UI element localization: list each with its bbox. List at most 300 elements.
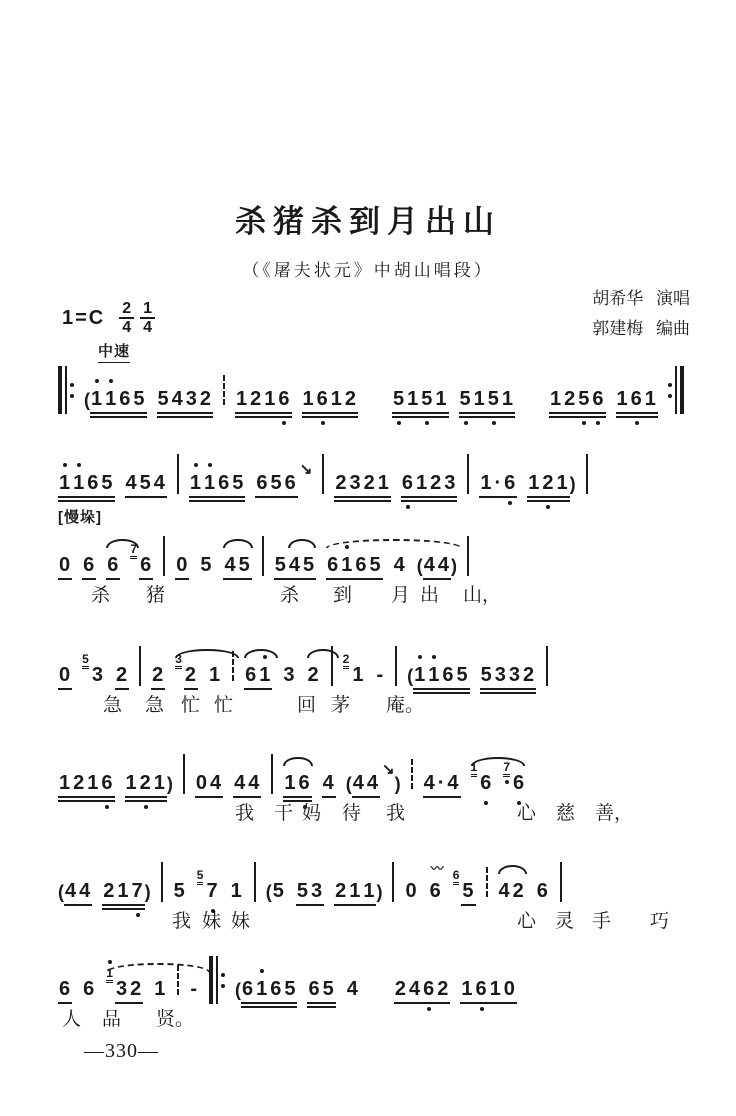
digit: 6 <box>83 978 96 1000</box>
barline <box>546 646 548 686</box>
note-digits <box>429 880 443 906</box>
trill-icon: 〰 <box>430 861 444 876</box>
note-digits <box>82 554 96 580</box>
note-group <box>235 978 298 1004</box>
time-signature-1 <box>119 300 134 336</box>
digit: 5 <box>296 880 309 902</box>
digit: 4 <box>447 772 460 794</box>
note-group <box>498 880 526 906</box>
digit: 5 <box>322 978 335 1000</box>
digit: 1 <box>154 978 167 1000</box>
note-digits <box>125 472 167 498</box>
digit: 6 <box>59 978 72 1000</box>
note-digits <box>195 772 223 798</box>
digit: 6 <box>87 472 100 494</box>
digit: 5 <box>487 388 501 410</box>
dashed-barline <box>177 965 179 995</box>
digit: 5 <box>480 664 493 686</box>
barline <box>183 754 185 794</box>
lyric-syllable: 手 <box>592 911 612 932</box>
barline <box>262 536 264 576</box>
digit: 2 <box>430 472 443 494</box>
note-digits <box>307 978 335 1004</box>
lyric-syllable: 急 <box>145 695 165 716</box>
digit: 5 <box>238 554 251 576</box>
note-digits <box>536 880 550 906</box>
second-underline <box>58 500 115 502</box>
section-label: [慢垛] <box>58 509 102 526</box>
digit: 4 <box>153 472 166 494</box>
digit: 6 <box>503 472 517 494</box>
digit: 4 <box>125 472 138 494</box>
song-subtitle: （《屠夫状元》中胡山唱段） <box>242 261 494 280</box>
digit: 0 <box>176 554 189 576</box>
note-digits <box>479 472 517 498</box>
note-row <box>58 956 694 1004</box>
note-digits <box>375 664 385 690</box>
note-group <box>58 554 72 580</box>
digit: · <box>494 472 503 494</box>
digit: 5 <box>270 472 283 494</box>
close-paren: ) <box>394 774 401 794</box>
digit: 1 <box>377 472 390 494</box>
digit: 1 <box>528 472 541 494</box>
second-underline <box>549 416 606 418</box>
digit: 5 <box>139 472 152 494</box>
digit: 4 <box>366 772 379 794</box>
digit: 4 <box>408 978 422 1000</box>
note-digits <box>90 388 147 414</box>
digit: 1 <box>255 978 269 1000</box>
note-digits <box>125 772 167 798</box>
note-group <box>480 664 537 690</box>
repeat-dot <box>221 984 225 988</box>
digit: 4 <box>352 772 365 794</box>
repeat-start-sign <box>58 366 74 414</box>
repeat-dot <box>221 973 225 977</box>
digit: 1 <box>104 388 118 410</box>
lyric-syllable: 妹 <box>202 911 222 932</box>
score-line-3 <box>58 509 694 632</box>
grace-note: 7 <box>503 761 510 777</box>
digit: 4 <box>171 388 184 410</box>
note-group <box>233 772 261 798</box>
note-digits <box>274 554 316 580</box>
digit: 1 <box>258 664 272 686</box>
performer-role: 演唱 <box>656 289 690 308</box>
digit: 5 <box>173 880 186 902</box>
digit: 6 <box>442 664 455 686</box>
note-digits <box>498 880 526 906</box>
digit: 1 <box>58 472 72 494</box>
digit: 1 <box>203 472 217 494</box>
digit: 1 <box>415 472 429 494</box>
note-digits <box>282 664 296 690</box>
digit: - <box>376 664 385 686</box>
second-underline <box>90 416 147 418</box>
note-digits <box>58 664 72 690</box>
digit: 1 <box>230 880 243 902</box>
note-digits <box>115 978 143 1004</box>
digit: 2 <box>130 978 143 1000</box>
note-digits <box>208 664 222 690</box>
note-digits <box>230 880 244 906</box>
digit: 4 <box>65 880 78 902</box>
note-group <box>536 880 550 906</box>
note-group <box>470 760 494 798</box>
octave-dot <box>418 655 422 659</box>
note-row <box>58 642 694 690</box>
lyric-syllable: 杀 <box>91 585 111 606</box>
digit: 6 <box>630 388 644 410</box>
digit: 6 <box>107 554 120 576</box>
lyric-syllable: 巧 <box>650 911 670 932</box>
lyric-syllable: 心 <box>517 803 537 824</box>
note-digits <box>352 772 380 798</box>
digit: 6 <box>422 978 436 1000</box>
digit: 0 <box>59 554 72 576</box>
slur-arc <box>307 649 339 658</box>
octave-dot <box>397 421 401 425</box>
digit: 5 <box>274 554 287 576</box>
second-underline <box>189 500 246 502</box>
octave-dot <box>208 463 212 467</box>
open-paren: ( <box>84 390 90 410</box>
note-group <box>106 966 143 1004</box>
digit: 1 <box>489 978 502 1000</box>
note-digits <box>480 664 537 690</box>
note-group <box>189 472 246 498</box>
note-group <box>157 388 214 414</box>
barline <box>163 536 165 576</box>
time-signature-2-denominator: 4 <box>143 319 153 336</box>
octave-dot <box>108 960 112 964</box>
note-digits <box>82 978 96 1004</box>
note-digits <box>401 472 458 498</box>
octave-dot <box>582 421 586 425</box>
lyric-syllable: 待 <box>342 803 362 824</box>
note-group <box>302 388 359 414</box>
note-digits <box>235 388 292 414</box>
glissando-icon: ↘ <box>382 761 395 778</box>
note-group <box>58 472 115 498</box>
note-group <box>82 554 96 580</box>
note-group <box>345 761 401 798</box>
note-group <box>401 472 458 498</box>
digit: 1 <box>550 388 563 410</box>
repeat-dots <box>221 973 225 988</box>
note-digits <box>102 880 144 906</box>
digit: 1 <box>302 388 315 410</box>
digit: 3 <box>310 880 324 902</box>
time-signature-1-denominator: 4 <box>122 319 132 336</box>
repeat-thin-bar <box>675 366 677 414</box>
note-group <box>255 461 313 498</box>
glissando-icon: ↘ <box>299 461 313 478</box>
digit: 6 <box>591 388 605 410</box>
note-group <box>230 880 244 906</box>
digit: 2 <box>394 978 407 1000</box>
digit: 3 <box>494 664 507 686</box>
note-digits <box>283 772 311 798</box>
digit: 1 <box>349 880 362 902</box>
note-digits <box>479 772 493 798</box>
digit: 4 <box>288 554 301 576</box>
digit: 2 <box>564 388 577 410</box>
digit: 5 <box>200 554 213 576</box>
lyric-syllable: 猪 <box>146 585 166 606</box>
digit: 2 <box>73 772 86 794</box>
digit: 1 <box>264 388 277 410</box>
note-digits <box>151 664 165 690</box>
digit: 2 <box>335 880 348 902</box>
grace-note: 1 <box>106 967 113 983</box>
note-digits <box>307 664 321 690</box>
note-group <box>423 772 461 798</box>
digit: 2 <box>139 772 153 794</box>
note-digits <box>272 880 286 906</box>
lyric-row <box>58 906 694 932</box>
barline <box>161 862 163 902</box>
close-paren: ) <box>376 882 383 902</box>
digit: 1 <box>72 472 86 494</box>
digit: 1 <box>125 772 138 794</box>
digit: 3 <box>115 978 129 1000</box>
digit: 1 <box>480 472 493 494</box>
digit: 3 <box>508 664 521 686</box>
digit: 2 <box>199 388 212 410</box>
score-line-6 <box>58 858 694 958</box>
note-group <box>616 388 658 414</box>
time-signature-2-numerator: 1 <box>140 300 155 319</box>
open-paren: ( <box>234 980 241 1000</box>
digit: 1 <box>117 880 130 902</box>
note-digits <box>233 772 261 798</box>
lyric-syllable: 心 <box>517 911 537 932</box>
lyric-syllable: 忙 <box>181 695 201 716</box>
digit: 6 <box>100 772 114 794</box>
digit: 3 <box>185 388 198 410</box>
note-group <box>326 554 383 580</box>
digit: 1 <box>189 472 203 494</box>
repeat-thick-bar <box>209 956 213 1004</box>
note-digits <box>189 472 246 498</box>
dashed-barline <box>411 759 413 789</box>
barline <box>271 754 273 794</box>
digit: 4 <box>393 554 406 576</box>
digit: 6 <box>401 472 415 494</box>
repeat-thin-bar <box>65 366 67 414</box>
note-group <box>307 664 321 690</box>
repeat-thin-bar <box>216 956 218 1004</box>
note-digits <box>423 554 451 580</box>
note-digits <box>512 772 526 798</box>
note-digits <box>334 472 391 498</box>
note-digits <box>423 772 461 798</box>
lyric-syllable: 忙 <box>214 695 234 716</box>
digit: · <box>437 772 446 794</box>
time-signature-2 <box>140 300 155 336</box>
octave-dot <box>109 379 113 383</box>
note-row <box>58 366 694 414</box>
second-underline <box>459 416 516 418</box>
digit: 0 <box>59 664 72 686</box>
note-group <box>125 772 173 798</box>
digit: 6 <box>298 772 312 794</box>
barline <box>139 646 141 686</box>
slur-arc <box>223 539 252 548</box>
digit: 4 <box>423 554 436 576</box>
lyric-syllable: 妹 <box>231 911 251 932</box>
second-underline <box>616 416 658 418</box>
digit: 2 <box>250 388 263 410</box>
note-group <box>82 652 105 690</box>
octave-dot <box>432 655 436 659</box>
note-group <box>266 880 286 906</box>
grace-note: 7 <box>130 543 137 559</box>
note-group <box>527 472 575 498</box>
lyric-syllable: 品 <box>102 1009 122 1030</box>
barline <box>586 454 588 494</box>
note-digits <box>326 554 383 580</box>
octave-dot <box>194 463 198 467</box>
note-group <box>125 472 167 498</box>
digit: 1 <box>87 772 100 794</box>
note-digits <box>58 772 115 798</box>
digit: 6 <box>245 664 258 686</box>
lyric-syllable: 灵 <box>555 911 575 932</box>
lyric-syllable: 山， <box>463 585 502 606</box>
digit: 1 <box>330 388 343 410</box>
repeat-dots <box>70 383 74 398</box>
lyric-row <box>58 798 694 824</box>
repeat-dots <box>668 383 672 398</box>
close-paren: ) <box>569 474 576 494</box>
lyric-syllable: 出 <box>420 585 440 606</box>
note-row <box>58 750 694 798</box>
lyric-syllable: 人 <box>62 1009 82 1030</box>
note-group <box>417 554 457 580</box>
digit: 1 <box>501 388 514 410</box>
note-digits <box>184 664 198 690</box>
octave-dot <box>77 463 81 467</box>
digit: 5 <box>272 880 285 902</box>
octave-dot <box>464 421 468 425</box>
note-digits <box>139 554 153 580</box>
note-digits <box>157 388 214 414</box>
digit: 6 <box>308 978 321 1000</box>
slur-arc <box>471 757 526 766</box>
digit: 1 <box>644 388 657 410</box>
note-group <box>375 664 385 690</box>
digit: 1 <box>153 772 166 794</box>
barline <box>560 862 562 902</box>
digit: 5 <box>157 388 170 410</box>
note-row <box>58 858 694 906</box>
digit: 5 <box>133 388 146 410</box>
digit: 1 <box>284 772 297 794</box>
note-group <box>296 880 324 906</box>
digit: 4 <box>322 772 335 794</box>
digit: 3 <box>349 472 362 494</box>
digit: 2 <box>307 664 320 686</box>
note-group <box>130 542 153 580</box>
open-paren: ( <box>58 882 64 902</box>
digit: 2 <box>512 880 525 902</box>
digit: 6 <box>241 978 255 1000</box>
note-digits <box>241 978 298 1004</box>
note-digits <box>404 880 418 906</box>
lyric-syllable: 茅 <box>331 695 351 716</box>
grace-note: 1 <box>471 761 478 777</box>
lyric-row <box>58 580 694 606</box>
note-digits <box>58 472 115 498</box>
second-underline <box>334 500 391 502</box>
digit: - <box>190 978 198 1000</box>
slur-arc <box>175 649 239 658</box>
repeat-thick-bar <box>680 366 684 414</box>
digit: 1 <box>427 664 441 686</box>
digit: 3 <box>283 664 296 686</box>
lyric-syllable: 我 <box>386 803 406 824</box>
note-group <box>153 978 167 1004</box>
time-signature-1-numerator: 2 <box>119 300 134 319</box>
digit: 2 <box>363 472 376 494</box>
digit: 6 <box>284 472 297 494</box>
note-group <box>452 868 476 906</box>
octave-dot <box>282 421 286 425</box>
barline <box>467 454 469 494</box>
note-group <box>115 664 129 690</box>
note-group <box>283 772 311 798</box>
repeat-dot <box>70 394 74 398</box>
second-underline <box>401 500 458 502</box>
credits <box>584 284 690 344</box>
digit: 5 <box>369 554 382 576</box>
note-group <box>58 880 92 906</box>
digit: 6 <box>536 880 549 902</box>
note-group <box>282 664 296 690</box>
note-group <box>235 388 292 414</box>
lyric-syllable: 妈 <box>302 803 322 824</box>
second-underline <box>392 416 449 418</box>
digit: 5 <box>459 388 473 410</box>
octave-dot <box>508 501 512 505</box>
note-digits <box>616 388 658 414</box>
digit: 6 <box>479 772 493 794</box>
page-number: —330— <box>84 1040 159 1062</box>
repeat-thick-bar <box>58 366 62 414</box>
note-digits <box>175 554 189 580</box>
open-paren: ( <box>407 666 414 686</box>
repeat-end-sign <box>668 366 684 414</box>
lyric-syllable: 我 <box>172 911 192 932</box>
octave-dot <box>95 379 99 383</box>
note-group <box>479 472 517 498</box>
note-group <box>84 388 147 414</box>
repeat-dot <box>668 383 672 387</box>
open-paren: ( <box>416 556 423 576</box>
note-digits <box>346 978 360 1004</box>
note-digits <box>115 664 129 690</box>
lyric-syllable: 急 <box>103 695 123 716</box>
digit: 2 <box>335 472 348 494</box>
lyric-syllable: 杀 <box>280 585 300 606</box>
note-group <box>460 978 517 1004</box>
note-digits <box>334 880 376 906</box>
digit: 1 <box>90 388 104 410</box>
note-group <box>199 554 213 580</box>
